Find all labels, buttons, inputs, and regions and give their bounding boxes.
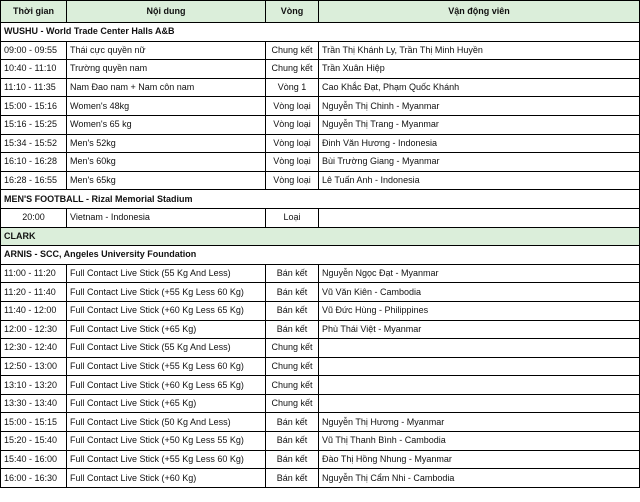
round-cell: Chung kết	[266, 339, 319, 358]
table-row	[1, 41, 640, 60]
table-row	[1, 413, 640, 432]
event-cell: Trường quyền nam	[67, 60, 266, 79]
athlete-cell	[319, 357, 640, 376]
header-content: Nội dung	[67, 1, 266, 23]
table-row	[1, 171, 640, 190]
table-row	[1, 134, 640, 153]
time-cell: 12:30 - 12:40	[1, 339, 67, 358]
table-row	[1, 283, 640, 302]
event-cell: Full Contact Live Stick (+65 Kg)	[67, 320, 266, 339]
time-cell: 16:00 - 16:30	[1, 469, 67, 488]
time-cell: 15:20 - 15:40	[1, 432, 67, 451]
time-cell: 13:10 - 13:20	[1, 376, 67, 395]
time-cell: 10:40 - 11:10	[1, 60, 67, 79]
table-row	[1, 469, 640, 488]
athlete-cell: Nguyễn Thị Chinh - Myanmar	[319, 97, 640, 116]
event-cell: Nam Đao nam + Nam côn nam	[67, 78, 266, 97]
event-cell: Full Contact Live Stick (+65 Kg)	[67, 394, 266, 413]
round-cell: Chung kết	[266, 394, 319, 413]
time-cell: 09:00 - 09:55	[1, 41, 67, 60]
round-cell: Vòng loại	[266, 171, 319, 190]
header-round: Vòng	[266, 1, 319, 23]
table-row	[1, 320, 640, 339]
header-athlete: Vận động viên	[319, 1, 640, 23]
athlete-cell	[319, 394, 640, 413]
round-cell: Bán kết	[266, 432, 319, 451]
athlete-cell: Trần Thị Khánh Ly, Trần Thị Minh Huyền	[319, 41, 640, 60]
table-row	[1, 301, 640, 320]
event-cell: Women's 48kg	[67, 97, 266, 116]
athlete-cell	[319, 376, 640, 395]
section-row	[1, 23, 640, 42]
event-cell: Women's 65 kg	[67, 115, 266, 134]
time-cell: 16:28 - 16:55	[1, 171, 67, 190]
athlete-cell: Đinh Văn Hương - Indonesia	[319, 134, 640, 153]
round-cell: Chung kết	[266, 41, 319, 60]
athlete-cell: Nguyễn Thị Hương - Myanmar	[319, 413, 640, 432]
round-cell: Chung kết	[266, 357, 319, 376]
time-cell: 15:34 - 15:52	[1, 134, 67, 153]
section-row	[1, 246, 640, 265]
round-cell: Bán kết	[266, 320, 319, 339]
round-cell: Vòng loại	[266, 153, 319, 172]
section-title: WUSHU - World Trade Center Halls A&B	[1, 23, 640, 42]
time-cell: 11:40 - 12:00	[1, 301, 67, 320]
table-row	[1, 153, 640, 172]
round-cell: Vòng loại	[266, 97, 319, 116]
event-cell: Full Contact Live Stick (+55 Kg Less 60 Kg)	[67, 283, 266, 302]
time-cell: 20:00	[1, 208, 67, 227]
table-row	[1, 208, 640, 227]
table-row	[1, 357, 640, 376]
event-cell: Men's 52kg	[67, 134, 266, 153]
athlete-cell: Nguyễn Ngọc Đạt - Myanmar	[319, 264, 640, 283]
athlete-cell: Vũ Thị Thanh Bình - Cambodia	[319, 432, 640, 451]
event-cell: Full Contact Live Stick (+50 Kg Less 55 Kg)	[67, 432, 266, 451]
header-time: Thời gian	[1, 1, 67, 23]
section-title: MEN'S FOOTBALL - Rizal Memorial Stadium	[1, 190, 640, 209]
time-cell: 12:50 - 13:00	[1, 357, 67, 376]
athlete-cell	[319, 339, 640, 358]
time-cell: 11:20 - 11:40	[1, 283, 67, 302]
event-cell: Men's 65kg	[67, 171, 266, 190]
event-cell: Full Contact Live Stick (+60 Kg Less 65 Kg)	[67, 301, 266, 320]
athlete-cell: Vũ Đức Hùng - Philippines	[319, 301, 640, 320]
athlete-cell: Cao Khắc Đạt, Phạm Quốc Khánh	[319, 78, 640, 97]
event-cell: Full Contact Live Stick (+60 Kg)	[67, 469, 266, 488]
section-title: CLARK	[1, 227, 640, 246]
athlete-cell: Lê Tuấn Anh - Indonesia	[319, 171, 640, 190]
time-cell: 15:00 - 15:16	[1, 97, 67, 116]
round-cell: Bán kết	[266, 301, 319, 320]
table-row	[1, 78, 640, 97]
event-cell: Full Contact Live Stick (+55 Kg Less 60 Kg)	[67, 450, 266, 469]
table-row	[1, 60, 640, 79]
event-cell: Men's 60kg	[67, 153, 266, 172]
athlete-cell: Vũ Văn Kiên - Cambodia	[319, 283, 640, 302]
table-row	[1, 432, 640, 451]
header-row	[1, 1, 640, 23]
table-row	[1, 115, 640, 134]
round-cell: Bán kết	[266, 264, 319, 283]
event-cell: Full Contact Live Stick (50 Kg And Less)	[67, 413, 266, 432]
section-title: ARNIS - SCC, Angeles University Foundation	[1, 246, 640, 265]
event-cell: Full Contact Live Stick (+55 Kg Less 60 Kg)	[67, 357, 266, 376]
table-row	[1, 450, 640, 469]
event-cell: Full Contact Live Stick (55 Kg And Less)	[67, 264, 266, 283]
time-cell: 15:00 - 15:15	[1, 413, 67, 432]
event-cell: Vietnam - Indonesia	[67, 208, 266, 227]
athlete-cell: Trần Xuân Hiệp	[319, 60, 640, 79]
athlete-cell: Nguyễn Thị Trang - Myanmar	[319, 115, 640, 134]
table-row	[1, 97, 640, 116]
table-row	[1, 394, 640, 413]
time-cell: 11:00 - 11:20	[1, 264, 67, 283]
round-cell: Bán kết	[266, 283, 319, 302]
section-row	[1, 227, 640, 246]
time-cell: 13:30 - 13:40	[1, 394, 67, 413]
athlete-cell: Bùi Trường Giang - Myanmar	[319, 153, 640, 172]
event-cell: Full Contact Live Stick (+60 Kg Less 65 Kg)	[67, 376, 266, 395]
athlete-cell: Đào Thị Hồng Nhung - Myanmar	[319, 450, 640, 469]
schedule-body	[1, 23, 640, 488]
time-cell: 11:10 - 11:35	[1, 78, 67, 97]
round-cell: Loại	[266, 208, 319, 227]
time-cell: 16:10 - 16:28	[1, 153, 67, 172]
athlete-cell: Nguyễn Thị Cẩm Nhi - Cambodia	[319, 469, 640, 488]
round-cell: Bán kết	[266, 450, 319, 469]
round-cell: Bán kết	[266, 413, 319, 432]
section-row	[1, 190, 640, 209]
round-cell: Vòng 1	[266, 78, 319, 97]
athlete-cell	[319, 208, 640, 227]
time-cell: 12:00 - 12:30	[1, 320, 67, 339]
table-row	[1, 264, 640, 283]
round-cell: Vòng loại	[266, 115, 319, 134]
table-row	[1, 339, 640, 358]
event-cell: Full Contact Live Stick (55 Kg And Less)	[67, 339, 266, 358]
round-cell: Bán kết	[266, 469, 319, 488]
athlete-cell: Phù Thái Việt - Myanmar	[319, 320, 640, 339]
time-cell: 15:40 - 16:00	[1, 450, 67, 469]
time-cell: 15:16 - 15:25	[1, 115, 67, 134]
event-cell: Thái cực quyền nữ	[67, 41, 266, 60]
table-row	[1, 376, 640, 395]
round-cell: Vòng loại	[266, 134, 319, 153]
round-cell: Chung kết	[266, 376, 319, 395]
round-cell: Chung kết	[266, 60, 319, 79]
